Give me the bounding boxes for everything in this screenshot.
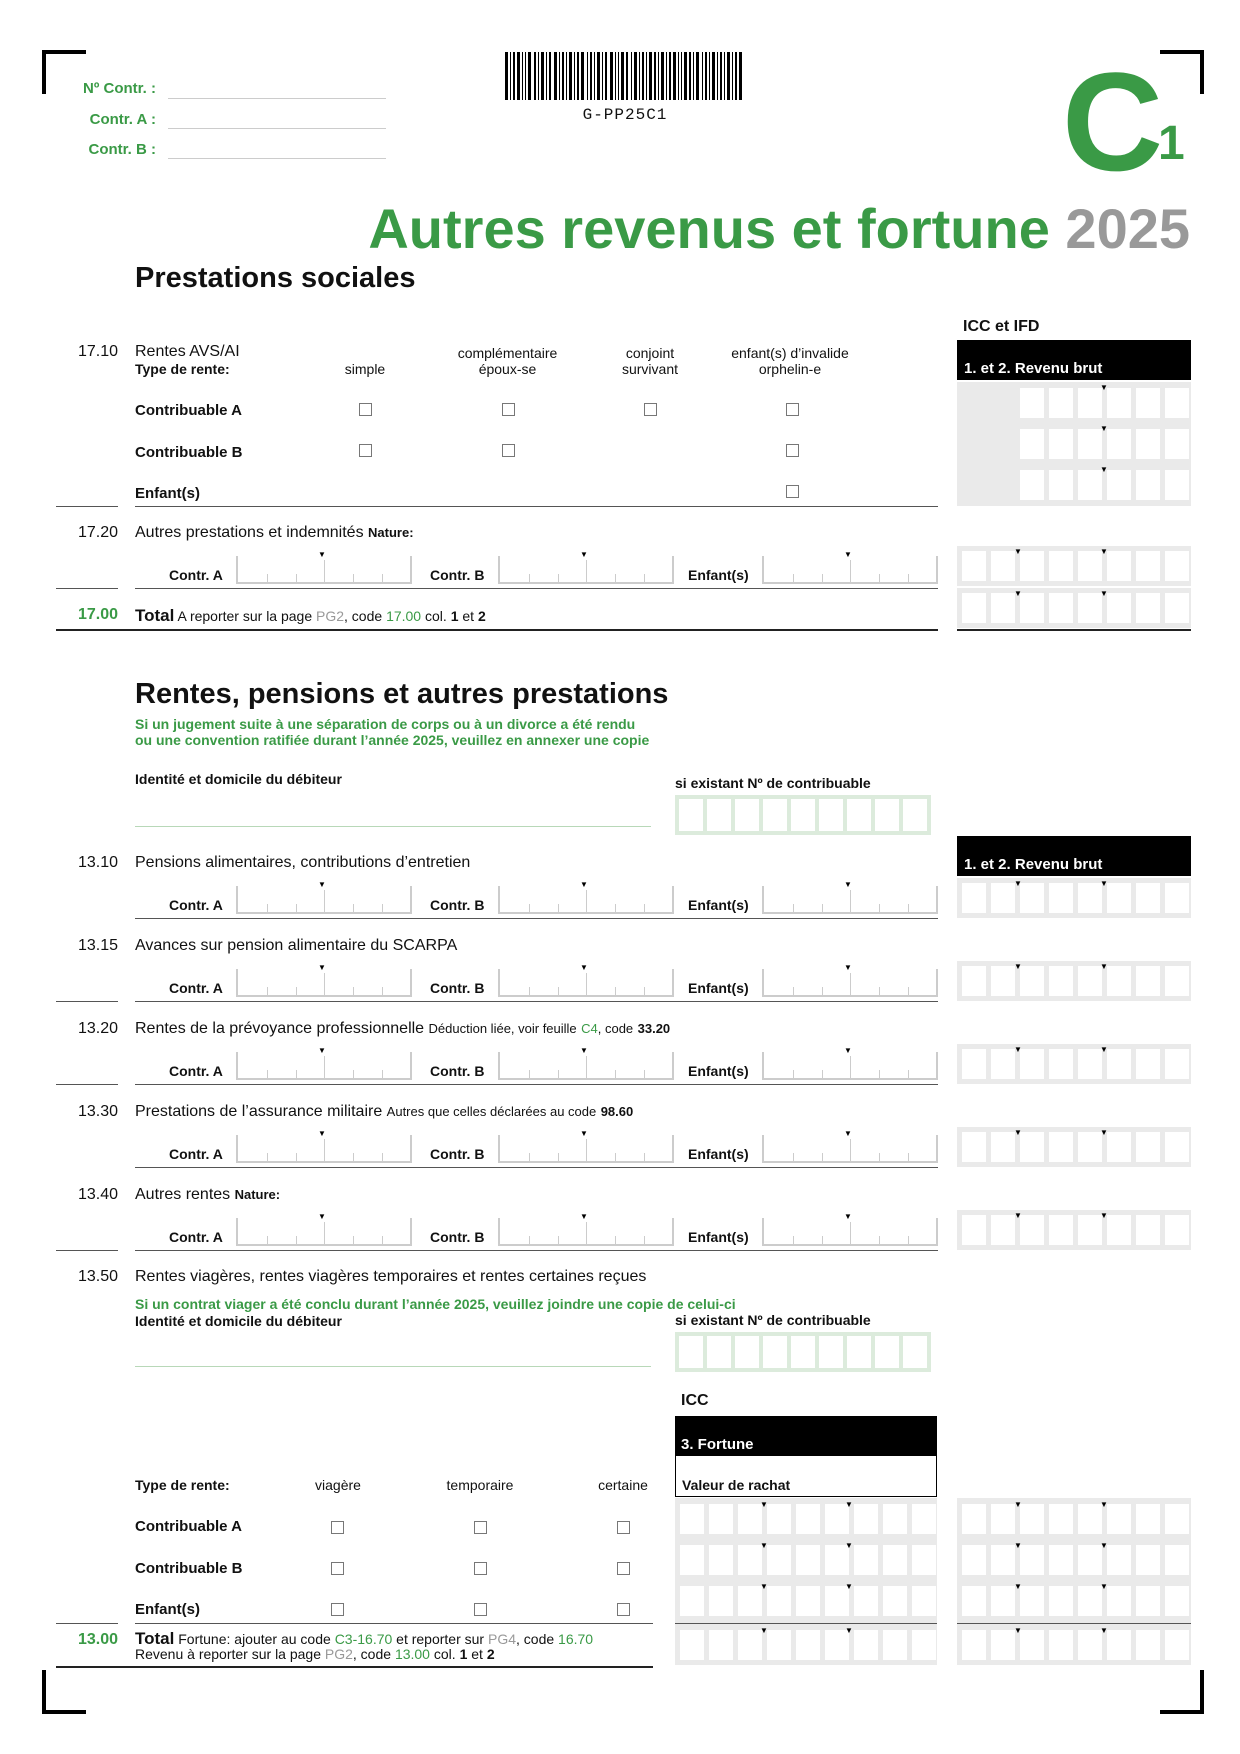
- row-13-20-title: [135, 1020, 670, 1038]
- divider: [135, 918, 938, 919]
- decimal-marker: ▼: [844, 550, 852, 559]
- debtor-input[interactable]: [135, 826, 651, 827]
- autres-prestations-title: [135, 524, 414, 542]
- decimal-marker: ▼: [1100, 589, 1108, 598]
- decimal-marker: ▼: [1100, 383, 1108, 392]
- decimal-marker: ▼: [1014, 547, 1022, 556]
- enfants-label-17-20: Enfant(s): [688, 567, 749, 583]
- section2-note-line1: Si un jugement suite à une séparation de corps ou à un divorce a été rendu: [135, 716, 636, 732]
- total-13-00-l1b: C3-16.70: [334, 1631, 393, 1647]
- revenu-brut-header-2-label: 1. et 2. Revenu brut: [964, 856, 1103, 873]
- page-title-text: Autres revenus et fortune: [368, 197, 1050, 260]
- page-title-year: 2025: [1065, 197, 1190, 260]
- decimal-marker: ▼: [845, 1500, 853, 1509]
- row-13-15-title: Avances sur pension alimentaire du SCARPA: [135, 937, 458, 954]
- decimal-marker: ▼: [1100, 1500, 1108, 1509]
- opt-complementaire-line2: époux-se: [478, 361, 537, 377]
- total-pg: PG2: [316, 608, 345, 624]
- checkbox-a-conjoint[interactable]: [644, 403, 657, 416]
- amount-cells-13-10[interactable]: [962, 883, 1189, 913]
- decimal-marker: ▼: [1014, 1500, 1022, 1509]
- divider: [56, 1001, 118, 1002]
- opt-enfant-invalide-line1: enfant(s) d’invalide: [731, 345, 849, 361]
- row-enfants: Enfant(s): [135, 485, 200, 502]
- divider: [135, 1167, 938, 1168]
- code-13-40: 13.40: [77, 1186, 118, 1203]
- amount-input-13-30-b[interactable]: [498, 1135, 674, 1163]
- decimal-marker: ▼: [844, 1046, 852, 1055]
- amount-input-13-30-enfants[interactable]: [762, 1135, 938, 1163]
- row-13-20-note-code: 33.20: [637, 1021, 671, 1036]
- decimal-marker: ▼: [760, 1500, 768, 1509]
- valeur-de-rachat-header: [675, 1456, 937, 1497]
- row-contribuable-a-13-50: Contribuable A: [135, 1518, 242, 1535]
- opt-simple-label: simple: [344, 361, 386, 377]
- opt-temporaire-label: temporaire: [446, 1477, 514, 1493]
- checkbox-enfants-temporaire[interactable]: [474, 1603, 487, 1616]
- checkbox-enfants-certaine[interactable]: [617, 1603, 630, 1616]
- contr-a-label: Contr. A :: [89, 111, 156, 128]
- barcode-text: G-PP25C1: [582, 106, 668, 124]
- row-13-30-title: [135, 1103, 633, 1121]
- icc-header: ICC: [681, 1392, 709, 1409]
- checkbox-b-enfant-invalide[interactable]: [786, 444, 799, 457]
- contr-b-field[interactable]: [168, 158, 386, 159]
- total-13-00-text: [135, 1631, 593, 1662]
- total-13-00-l2b: PG2: [324, 1646, 353, 1662]
- checkbox-a-certaine[interactable]: [617, 1521, 630, 1534]
- decimal-marker: ▼: [318, 1046, 326, 1055]
- total-13-00-l2g: et: [471, 1646, 483, 1662]
- divider: [56, 1623, 118, 1624]
- decimal-marker: ▼: [760, 1541, 768, 1550]
- valeur-de-rachat-label: Valeur de rachat: [682, 1477, 791, 1493]
- decimal-marker: ▼: [844, 1212, 852, 1221]
- amount-input-13-15-enfants[interactable]: [762, 969, 938, 997]
- divider: [957, 629, 1191, 631]
- opt-conjoint-label: [600, 345, 700, 377]
- amount-cells-17-00[interactable]: [962, 593, 1189, 623]
- checkbox-b-complementaire[interactable]: [502, 444, 515, 457]
- decimal-marker: ▼: [1100, 1128, 1108, 1137]
- decimal-marker: ▼: [318, 550, 326, 559]
- amount-input-13-20-a[interactable]: [236, 1052, 412, 1080]
- row-contribuable-a: Contribuable A: [135, 402, 242, 419]
- divider: [957, 1623, 1191, 1624]
- decimal-marker: ▼: [580, 550, 588, 559]
- opt-conjoint-line2: survivant: [621, 361, 679, 377]
- row-13-40-nature: Nature:: [234, 1187, 281, 1202]
- icc-ifd-header: ICC et IFD: [963, 318, 1040, 335]
- total-text-3: col.: [425, 608, 447, 624]
- decimal-marker: ▼: [1100, 1045, 1108, 1054]
- code-13-10: 13.10: [77, 854, 118, 871]
- total-13-00-l1c: et reporter sur: [396, 1631, 485, 1647]
- form-letter: C: [1062, 43, 1164, 200]
- row-13-30-note-code: 98.60: [600, 1104, 634, 1119]
- section-title-rentes-pensions: Rentes, pensions et autres prestations: [135, 678, 669, 710]
- amount-input-13-40-a[interactable]: [236, 1218, 412, 1246]
- row-13-20-note-c4: C4: [581, 1021, 598, 1036]
- total-13-00-l2h: 2: [486, 1646, 495, 1662]
- section2-note-line2: ou une convention ratifiée durant l’année 2025, veuillez en annexer une copie: [135, 732, 650, 748]
- row-13-40-title-text: Autres rentes: [135, 1186, 231, 1203]
- barcode: [505, 52, 745, 102]
- decimal-marker: ▼: [318, 1212, 326, 1221]
- revenu-cells-b[interactable]: [962, 1545, 1189, 1575]
- total-17-00-text: [135, 606, 486, 626]
- amount-input-13-20-enfants[interactable]: [762, 1052, 938, 1080]
- decimal-marker: ▼: [844, 880, 852, 889]
- row-13-20-title-text: Rentes de la prévoyance professionnelle: [135, 1020, 425, 1037]
- revenu-cells-total[interactable]: [962, 1630, 1189, 1660]
- row-13-50-debtor-label: Identité et domicile du débiteur: [135, 1313, 342, 1329]
- amount-input-17-20-a[interactable]: [236, 556, 412, 584]
- row-13-10-title: Pensions alimentaires, contributions d’entretien: [135, 854, 471, 871]
- decimal-marker: ▼: [1014, 1582, 1022, 1591]
- decimal-marker: ▼: [1014, 1045, 1022, 1054]
- checkbox-a-simple[interactable]: [359, 403, 372, 416]
- row-13-50-note: Si un contrat viager a été conclu durant l’année 2025, veuillez joindre une copie de celui-ci: [135, 1296, 736, 1312]
- decimal-marker: ▼: [318, 963, 326, 972]
- decimal-marker: ▼: [760, 1626, 768, 1635]
- decimal-marker: ▼: [1100, 547, 1108, 556]
- decimal-marker: ▼: [1100, 879, 1108, 888]
- checkbox-b-viagere[interactable]: [331, 1562, 344, 1575]
- no-contr-label: Nº Contr. :: [83, 80, 156, 97]
- section2-note: [135, 716, 649, 748]
- taxpayer-no-label: si existant Nº de contribuable: [675, 775, 871, 791]
- decimal-marker: ▼: [1014, 1211, 1022, 1220]
- decimal-marker: ▼: [318, 1129, 326, 1138]
- fortune-header-label: 3. Fortune: [681, 1436, 754, 1453]
- revenu-cells-a[interactable]: [962, 1504, 1189, 1534]
- total-text-2: , code: [344, 608, 383, 624]
- fortune-cells-a[interactable]: [680, 1504, 936, 1534]
- opt-enfant-invalide-label: [715, 345, 865, 377]
- contr-b-label: Contr. B: [430, 1146, 485, 1162]
- decimal-marker: ▼: [1014, 879, 1022, 888]
- contr-b-label: Contr. B :: [88, 141, 156, 158]
- decimal-marker: ▼: [1100, 962, 1108, 971]
- total-col-1: 1: [450, 608, 459, 624]
- total-13-00-l2d: 13.00: [394, 1646, 430, 1662]
- decimal-marker: ▼: [1100, 424, 1108, 433]
- contr-b-label-17-20: Contr. B: [430, 567, 485, 583]
- revenu-cells-enfants[interactable]: [962, 1586, 1189, 1616]
- decimal-marker: ▼: [845, 1626, 853, 1635]
- total-13-00-l1e: , code: [516, 1631, 555, 1647]
- enfants-label: Enfant(s): [688, 980, 749, 996]
- code-17-20: 17.20: [77, 524, 118, 541]
- total-13-00-l1d: PG4: [488, 1631, 517, 1647]
- divider: [56, 1666, 653, 1668]
- decimal-marker: ▼: [580, 963, 588, 972]
- decimal-marker: ▼: [1014, 589, 1022, 598]
- amount-input-17-20-b[interactable]: [498, 556, 674, 584]
- amount-cells-17-10-enfants[interactable]: [1020, 470, 1189, 500]
- fortune-cells-b[interactable]: [680, 1545, 936, 1575]
- amount-input-13-15-b[interactable]: [498, 969, 674, 997]
- contr-a-label-17-20: Contr. A: [169, 567, 223, 583]
- decimal-marker: ▼: [580, 1129, 588, 1138]
- contr-b-label: Contr. B: [430, 1229, 485, 1245]
- section-title-prestations-sociales: Prestations sociales: [135, 262, 416, 294]
- contr-a-label: Contr. A: [169, 897, 223, 913]
- revenu-brut-header-label: 1. et 2. Revenu brut: [964, 360, 1103, 377]
- code-13-30: 13.30: [77, 1103, 118, 1120]
- divider: [56, 1250, 118, 1251]
- decimal-marker: ▼: [1014, 962, 1022, 971]
- no-contr-field[interactable]: [168, 98, 386, 99]
- total-13-00-l1a: Fortune: ajouter au code: [178, 1631, 331, 1647]
- total-label: Total: [135, 606, 175, 625]
- checkbox-b-certaine[interactable]: [617, 1562, 630, 1575]
- autres-prestations-title-text: Autres prestations et indemnités: [135, 524, 364, 541]
- row-13-40-title: [135, 1186, 280, 1204]
- rentes-avs-ai-title: Rentes AVS/AI: [135, 343, 240, 360]
- amount-cells-13-40[interactable]: [962, 1215, 1189, 1245]
- amount-cells-13-30[interactable]: [962, 1132, 1189, 1162]
- divider: [135, 1084, 938, 1085]
- amount-input-13-40-enfants[interactable]: [762, 1218, 938, 1246]
- row-contribuable-b-13-50: Contribuable B: [135, 1560, 243, 1577]
- divider: [135, 1001, 938, 1002]
- decimal-marker: ▼: [580, 1046, 588, 1055]
- checkbox-b-temporaire[interactable]: [474, 1562, 487, 1575]
- decimal-marker: ▼: [845, 1582, 853, 1591]
- total-13-00-l1f: 16.70: [558, 1631, 594, 1647]
- type-de-rente-label-13-50: Type de rente:: [135, 1477, 230, 1493]
- divider: [675, 1623, 937, 1624]
- decimal-marker: ▼: [1100, 1626, 1108, 1635]
- nature-label: Nature:: [368, 525, 414, 540]
- code-13-00: 13.00: [77, 1631, 118, 1648]
- checkbox-a-viagere[interactable]: [331, 1521, 344, 1534]
- contr-b-label: Contr. B: [430, 1063, 485, 1079]
- opt-viagere-label: viagère: [315, 1477, 361, 1493]
- contr-a-label: Contr. A: [169, 1146, 223, 1162]
- code-17-10: 17.10: [77, 343, 118, 360]
- opt-conjoint-line1: conjoint: [625, 345, 675, 361]
- amount-input-13-40-b[interactable]: [498, 1218, 674, 1246]
- contr-a-field[interactable]: [168, 128, 386, 129]
- code-13-50: 13.50: [77, 1268, 118, 1285]
- decimal-marker: ▼: [1100, 465, 1108, 474]
- contr-a-label: Contr. A: [169, 1229, 223, 1245]
- total-text-4: et: [462, 608, 475, 624]
- amount-input-13-10-enfants[interactable]: [762, 886, 938, 914]
- divider: [56, 1084, 118, 1085]
- total-13-00-l2e: col.: [433, 1646, 456, 1662]
- divider: [135, 588, 938, 589]
- decimal-marker: ▼: [1100, 1211, 1108, 1220]
- row-enfants-13-50: Enfant(s): [135, 1601, 200, 1618]
- contr-a-label: Contr. A: [169, 980, 223, 996]
- total-text-1: A reporter sur la page: [177, 608, 313, 624]
- divider: [135, 1250, 938, 1251]
- amount-cells-17-20[interactable]: [962, 551, 1189, 581]
- enfants-label: Enfant(s): [688, 1063, 749, 1079]
- fortune-cells-total[interactable]: [680, 1630, 936, 1660]
- decimal-marker: ▼: [580, 880, 588, 889]
- enfants-label: Enfant(s): [688, 1229, 749, 1245]
- amount-input-17-20-enfants[interactable]: [762, 556, 938, 584]
- decimal-marker: ▼: [845, 1541, 853, 1550]
- enfants-label: Enfant(s): [688, 1146, 749, 1162]
- checkbox-enfants-viagere[interactable]: [331, 1603, 344, 1616]
- page-title: [360, 196, 1190, 262]
- amount-cells-17-10-b[interactable]: [1020, 429, 1189, 459]
- checkbox-a-complementaire[interactable]: [502, 403, 515, 416]
- decimal-marker: ▼: [1100, 1541, 1108, 1550]
- decimal-marker: ▼: [1100, 1582, 1108, 1591]
- decimal-marker: ▼: [844, 963, 852, 972]
- decimal-marker: ▼: [844, 1129, 852, 1138]
- row-13-50-taxpayer-no-label: si existant Nº de contribuable: [675, 1312, 871, 1328]
- opt-certaine-label: certaine: [598, 1477, 648, 1493]
- corner-mark-bottom-right: [1160, 1670, 1204, 1714]
- total-13-00-l2f: 1: [459, 1646, 468, 1662]
- divider: [56, 629, 938, 631]
- revenu-brut-header: [957, 340, 1191, 380]
- row-13-50-title: Rentes viagères, rentes viagères temporaires et rentes certaines reçues: [135, 1268, 647, 1285]
- row-13-50-debtor-input[interactable]: [135, 1366, 651, 1367]
- decimal-marker: ▼: [318, 880, 326, 889]
- row-13-20-note-code-label: , code: [597, 1021, 634, 1036]
- row-13-30-title-text: Prestations de l’assurance militaire: [135, 1103, 383, 1120]
- fortune-header: [675, 1416, 937, 1456]
- debtor-label: Identité et domicile du débiteur: [135, 771, 342, 787]
- checkbox-a-enfant-invalide[interactable]: [786, 403, 799, 416]
- code-13-15: 13.15: [77, 937, 118, 954]
- opt-complementaire-label: [440, 345, 575, 377]
- row-13-50-taxpayer-no-cells[interactable]: [675, 1332, 931, 1372]
- taxpayer-no-cells[interactable]: [675, 795, 931, 835]
- amount-cells-17-10-a[interactable]: [1020, 388, 1189, 418]
- fortune-cells-enfants[interactable]: [680, 1586, 936, 1616]
- contr-b-label: Contr. B: [430, 897, 485, 913]
- contr-b-label: Contr. B: [430, 980, 485, 996]
- decimal-marker: ▼: [1014, 1541, 1022, 1550]
- amount-input-13-30-a[interactable]: [236, 1135, 412, 1163]
- total-col-2: 2: [477, 608, 486, 624]
- divider: [56, 588, 118, 589]
- form-number: 1: [1158, 117, 1185, 170]
- decimal-marker: ▼: [760, 1582, 768, 1591]
- amount-input-13-10-a[interactable]: [236, 886, 412, 914]
- divider: [135, 506, 938, 507]
- type-de-rente-label: Type de rente:: [135, 361, 230, 377]
- amount-cells-13-15[interactable]: [962, 966, 1189, 996]
- opt-complementaire-line1: complémentaire: [457, 345, 558, 361]
- decimal-marker: ▼: [1014, 1626, 1022, 1635]
- amount-input-13-15-a[interactable]: [236, 969, 412, 997]
- row-contribuable-b: Contribuable B: [135, 444, 243, 461]
- divider: [135, 1623, 653, 1624]
- code-17-00: 17.00: [77, 606, 118, 623]
- checkbox-a-temporaire[interactable]: [474, 1521, 487, 1534]
- amount-input-13-10-b[interactable]: [498, 886, 674, 914]
- decimal-marker: ▼: [1014, 1128, 1022, 1137]
- amount-input-13-20-b[interactable]: [498, 1052, 674, 1080]
- corner-mark-bottom-left: [42, 1670, 86, 1714]
- checkbox-enfants-enfant-invalide[interactable]: [786, 485, 799, 498]
- revenu-brut-header-2: [957, 836, 1191, 876]
- opt-enfant-invalide-line2: orphelin-e: [758, 361, 822, 377]
- row-13-30-note: Autres que celles déclarées au code: [386, 1104, 597, 1119]
- total-13-00-l2a: Revenu à reporter sur la page: [135, 1646, 321, 1662]
- total-code: 17.00: [386, 608, 422, 624]
- code-13-20: 13.20: [77, 1020, 118, 1037]
- amount-cells-13-20[interactable]: [962, 1049, 1189, 1079]
- row-13-20-note: Déduction liée, voir feuille: [428, 1021, 577, 1036]
- enfants-label: Enfant(s): [688, 897, 749, 913]
- contr-a-label: Contr. A: [169, 1063, 223, 1079]
- total-13-00-label: Total: [135, 1629, 175, 1648]
- decimal-marker: ▼: [580, 1212, 588, 1221]
- total-13-00-l2c: , code: [352, 1646, 392, 1662]
- checkbox-b-simple[interactable]: [359, 444, 372, 457]
- divider: [56, 506, 118, 507]
- corner-mark-top-right: [1160, 50, 1204, 94]
